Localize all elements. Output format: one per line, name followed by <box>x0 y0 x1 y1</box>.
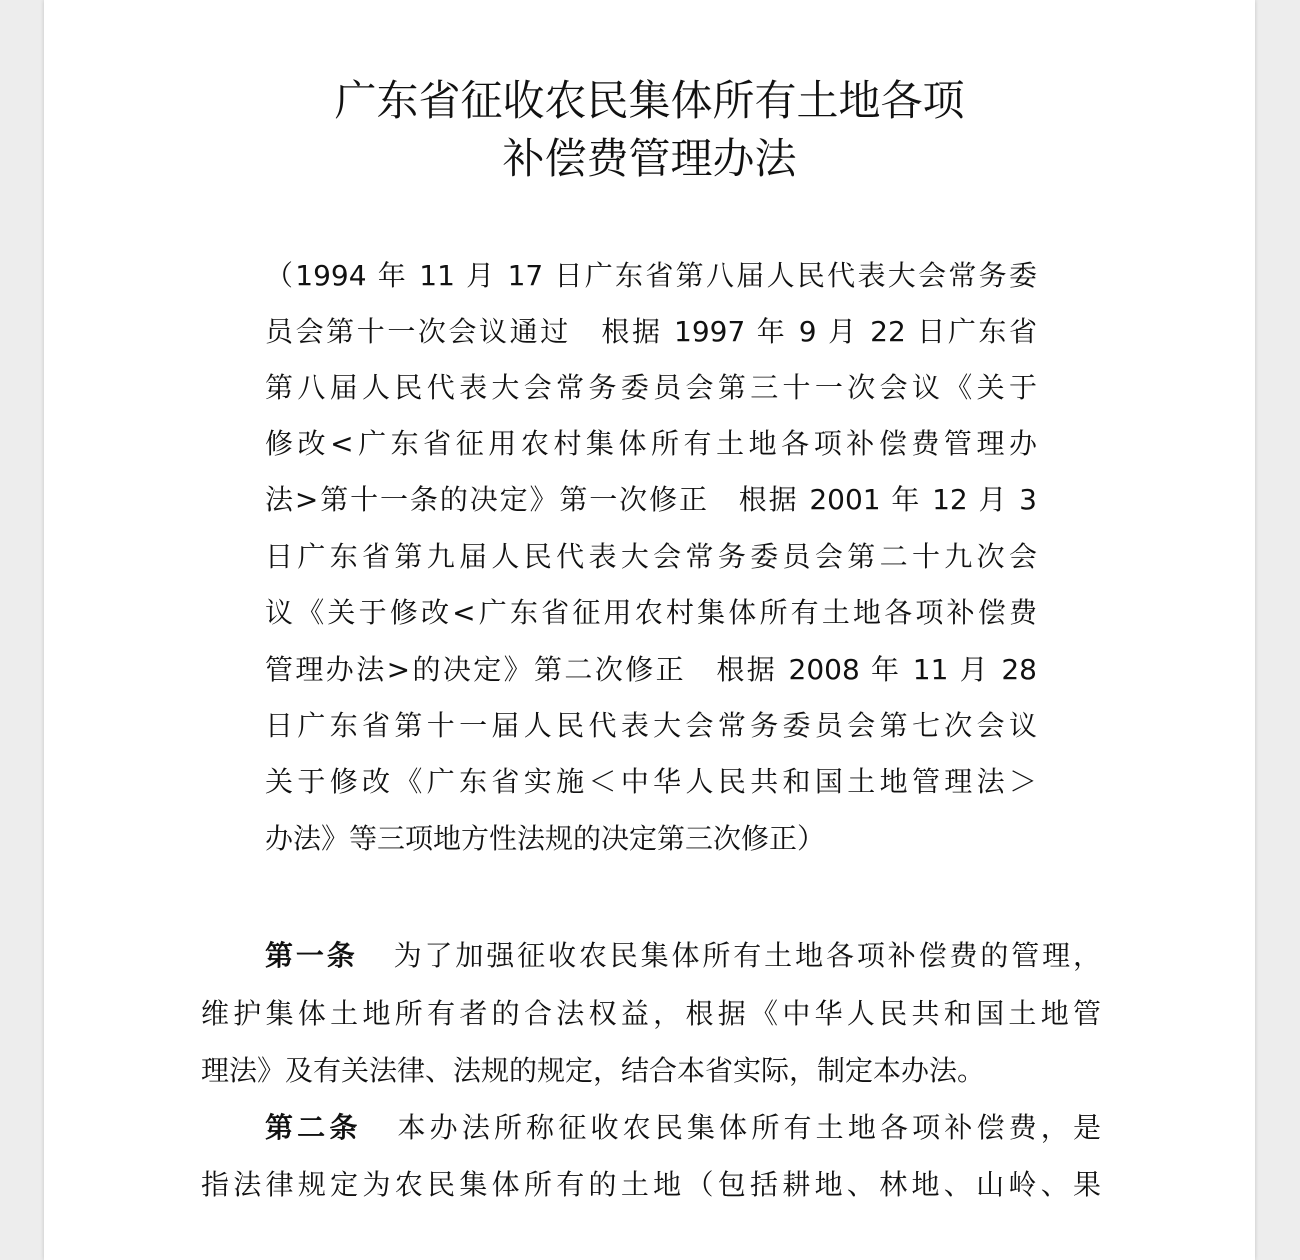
article-2-first-line <box>265 1111 1101 1144</box>
article-2-label: 第二条 <box>265 1111 362 1144</box>
document-title-line-1: 广东省征收农民集体所有土地各项 <box>334 76 965 125</box>
article-1-body-line: 理法》及有关法律、法规的规定，结合本省实际，制定本办法。 <box>201 1054 986 1087</box>
article-2-text: 本办法所称征收农民集体所有土地各项补偿费，是 <box>397 1111 1101 1144</box>
article-1-text: 为了加强征收农民集体所有土地各项补偿费的管理， <box>393 939 1101 972</box>
legislative-history-line: 日广东省第九届人民代表大会常务委员会第二十九次会 <box>265 540 1037 573</box>
article-2-body-line: 指法律规定为农民集体所有的土地（包括耕地、林地、山岭、果 <box>201 1168 1101 1201</box>
legislative-history-line: 管理办法>的决定》第二次修正 根据 2008 年 11 月 28 <box>265 653 1037 686</box>
document-title-line-2: 补偿费管理办法 <box>502 134 797 183</box>
document-page <box>44 0 1255 1260</box>
legislative-history-line: 日广东省第十一届人民代表大会常务委员会第七次会议 <box>265 709 1037 742</box>
legislative-history-line: （1994 年 11 月 17 日广东省第八届人民代表大会常务委 <box>265 259 1037 292</box>
legislative-history-line: 议《关于修改<广东省征用农村集体所有土地各项补偿费 <box>265 596 1037 629</box>
article-1-body-line: 维护集体土地所有者的合法权益，根据《中华人民共和国土地管 <box>201 997 1101 1030</box>
legislative-history-line: 修改<广东省征用农村集体所有土地各项补偿费管理办 <box>265 427 1037 460</box>
legislative-history-line: 办法》等三项地方性法规的决定第三次修正） <box>265 822 826 855</box>
article-1-label: 第一条 <box>265 939 358 972</box>
legislative-history-line: 员会第十一次会议通过 根据 1997 年 9 月 22 日广东省 <box>265 315 1037 348</box>
legislative-history-line: 第八届人民代表大会常务委员会第三十一次会议《关于 <box>265 371 1037 404</box>
article-1-first-line <box>265 939 1101 972</box>
legislative-history-line: 法>第十一条的决定》第一次修正 根据 2001 年 12 月 3 <box>265 483 1037 516</box>
legislative-history-line: 关于修改《广东省实施＜中华人民共和国土地管理法＞ <box>265 765 1037 798</box>
